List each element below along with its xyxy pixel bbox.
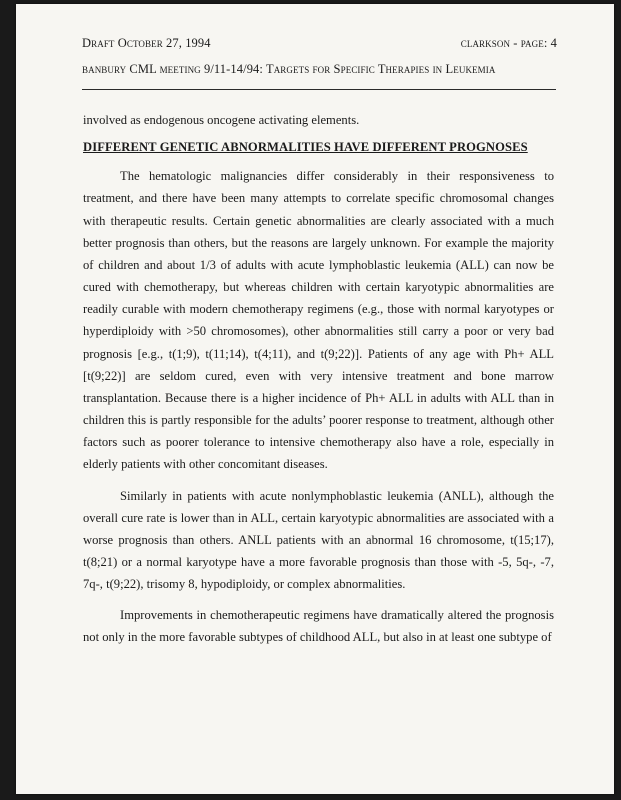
- document-body: [83, 109, 554, 649]
- meeting-line: banbury CML meeting 9/11-14/94: Targets for Specific Therapies in Leukemia: [82, 62, 496, 76]
- section-heading: DIFFERENT GENETIC ABNORMALITIES HAVE DIFFERENT PROGNOSES: [83, 140, 528, 155]
- document-page: [16, 4, 614, 794]
- page-label: clarkson - page: 4: [460, 36, 557, 50]
- paragraph-1: The hematologic malignancies differ considerably in their responsiveness to treatment, and there have been many attempts to correlate specific chromosomal changes with therapeutic results. Certain genetic abnormalities are clearly associated with a much better prognosis than others, but the reasons are largely unknown. For example the majority of children and about 1/3 of adults with acute lymphoblastic leukemia (ALL) can now be cured with chemotherapy, but whereas children with certain karyotypic abnormalities are readily curable with modern chemotherapy regimens (e.g., those with normal karyotypes or hyperdiploidy with >50 chromosomes), other abnormalities still carry a poor or very bad prognosis [e.g., t(1;9), t(11;14), t(4;11), and t(9;22)]. Patients of any age with Ph+ ALL [t(9;22)] are seldom cured, even with very intensive treatment and bone marrow transplantation. Because there is a higher incidence of Ph+ ALL in adults with ALL than in children this is partly responsible for the adults’ poorer response to treatment, although other factors such as poorer tolerance to intensive chemotherapy also have a role, especially in elderly patients with other concomitant diseases.: [83, 169, 554, 472]
- paragraph-3: Improvements in chemotherapeutic regimens have dramatically altered the prognosis not only in the more favorable subtypes of childhood ALL, but also in at least one subtype of: [83, 608, 554, 645]
- lead-in-line: involved as endogenous oncogene activating elements.: [83, 113, 360, 127]
- header-rule: [82, 89, 556, 90]
- paragraph-2: Similarly in patients with acute nonlymphoblastic leukemia (ANLL), although the overall cure rate is lower than in ALL, certain karyotypic abnormalities are associated with a worse prognosis than others. ANLL patients with an abnormal 16 chromosome, t(15;17), t(8;21) or a normal karyotype have a more favorable prognosis than those with -5, 5q-, -7, 7q-, t(9;22), trisomy 8, hypodiploidy, or complex abnormalities.: [83, 488, 554, 592]
- draft-date: Draft October 27, 1994: [82, 36, 211, 50]
